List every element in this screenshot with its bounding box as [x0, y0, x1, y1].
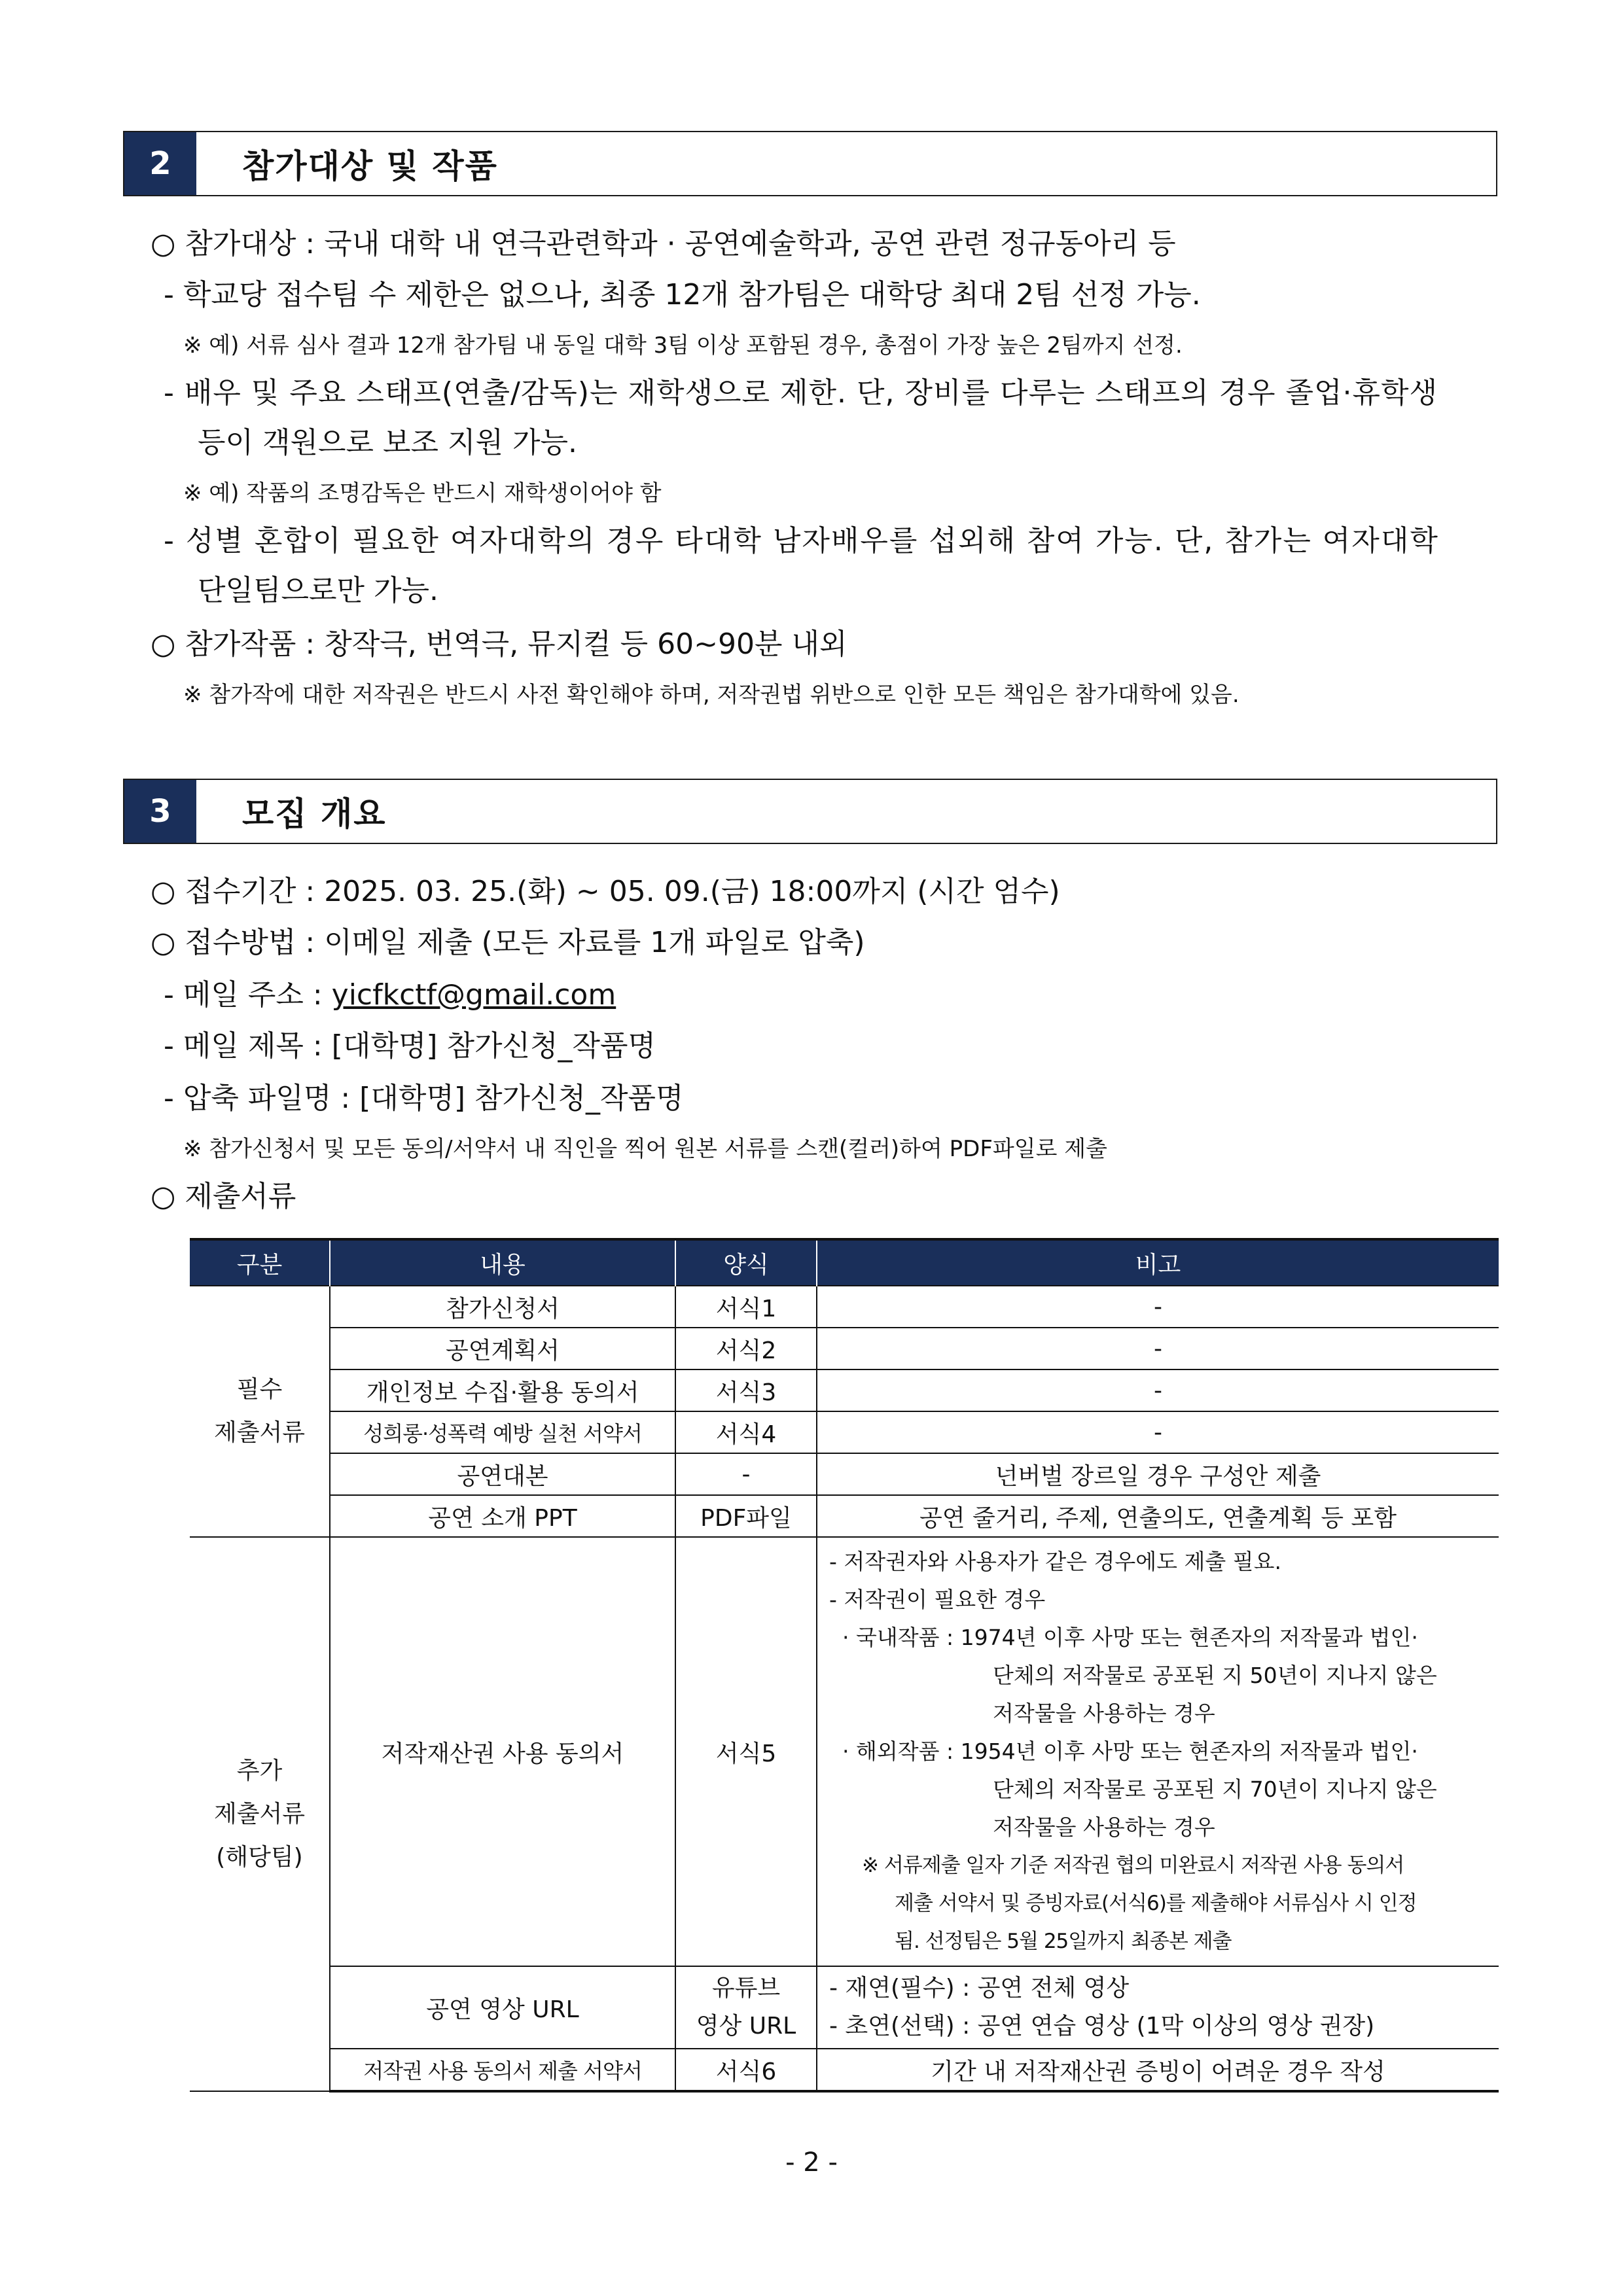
row-form: PDF파일: [675, 1495, 817, 1537]
section-2-number: 2: [124, 132, 196, 195]
row-remark: -: [817, 1328, 1499, 1369]
docs-label: ○ 제출서류: [151, 1180, 296, 1213]
remark-line: ※ 서류제출 일자 기준 저작권 협의 미완료시 저작권 사용 동의서: [862, 1854, 1404, 1877]
period: ○ 접수기간 : 2025. 03. 25.(화) ~ 05. 09.(금) 18:00까지 (시간 엄수): [151, 875, 1060, 908]
remark-line: 저작물을 사용하는 경우: [993, 1701, 1215, 1726]
row-remark: 공연 줄거리, 주제, 연출의도, 연출계획 등 포함: [817, 1495, 1499, 1537]
remark-line: · 해외작품 : 1954년 이후 사망 또는 현존자의 저작물과 법인·: [842, 1739, 1418, 1764]
row-form: -: [675, 1453, 817, 1495]
target-dash-3-b: 단일팀으로만 가능.: [198, 574, 439, 607]
remark-line: - 저작권이 필요한 경우: [829, 1587, 1046, 1612]
table-row: [190, 1411, 1499, 1453]
table-row: [190, 1286, 1499, 1328]
header-form: 양식: [675, 1239, 817, 1286]
row-remark: 기간 내 저작재산권 증빙이 어려운 경우 작성: [817, 2049, 1499, 2091]
page-number: - 2 -: [785, 2147, 838, 2178]
target-note-2: ※ 예) 작품의 조명감독은 반드시 재학생이어야 함: [183, 480, 662, 506]
row-form: 서식3: [675, 1369, 817, 1411]
target-dash-3-a: - 성별 혼합이 필요한 여자대학의 경우 타대학 남자배우를 섭외해 참여 가능. 단, 참가는 여자대학: [164, 524, 1439, 557]
table-row: [190, 2049, 1499, 2091]
works-label: ○ 참가작품 : 창작극, 번역극, 뮤지컬 등 60~90분 내외: [151, 627, 847, 661]
header-category: 구분: [190, 1239, 330, 1286]
section-3-title: 모집 개요: [242, 795, 387, 833]
row-content: 공연 영상 URL: [330, 1966, 675, 2049]
remark-line: 됨. 선정팀은 5월 25일까지 최종본 제출: [895, 1930, 1232, 1953]
remark-line: 저작물을 사용하는 경우: [993, 1814, 1215, 1840]
remark-line: - 초연(선택) : 공연 연습 영상 (1막 이상의 영상 권장): [829, 2013, 1375, 2040]
row-form: 서식5: [675, 1537, 817, 1966]
section-2-header: [123, 131, 1497, 196]
row-form: 서식6: [675, 2049, 817, 2091]
remark-line: - 재연(필수) : 공연 전체 영상: [829, 1975, 1130, 2002]
row-content: 저작재산권 사용 동의서: [330, 1537, 675, 1966]
row-form: [675, 1966, 817, 2049]
remark-line: - 저작권자와 사용자가 같은 경우에도 제출 필요.: [829, 1549, 1282, 1574]
remark-line: 단체의 저작물로 공포된 지 50년이 지나지 않은: [993, 1663, 1437, 1688]
target-dash-2-a: - 배우 및 주요 스태프(연출/감독)는 재학생으로 제한. 단, 장비를 다루는 스태프의 경우 졸업·휴학생: [164, 376, 1438, 410]
section-3-header: [123, 779, 1497, 844]
copyright-remarks: [817, 1537, 1499, 1966]
video-remarks: [817, 1966, 1499, 2049]
table-row: [190, 1537, 1499, 1966]
row-content: 참가신청서: [330, 1286, 675, 1328]
row-form: 서식4: [675, 1411, 817, 1453]
row-remark: -: [817, 1369, 1499, 1411]
row-content: 개인정보 수집·활용 동의서: [330, 1369, 675, 1411]
row-content: 공연계획서: [330, 1328, 675, 1369]
works-note: ※ 참가작에 대한 저작권은 반드시 사전 확인해야 하며, 저작권법 위반으로 인한 모든 책임은 참가대학에 있음.: [183, 682, 1240, 708]
table-row: [190, 1453, 1499, 1495]
row-remark: -: [817, 1411, 1499, 1453]
mail-address-line: [164, 971, 616, 1013]
scan-note: ※ 참가신청서 및 모든 동의/서약서 내 직인을 찍어 원본 서류를 스캔(컬러)하여 PDF파일로 제출: [183, 1136, 1107, 1162]
mail-subject: - 메일 제목 : [대학명] 참가신청_작품명: [164, 1029, 656, 1063]
remark-line: · 국내작품 : 1974년 이후 사망 또는 현존자의 저작물과 법인·: [842, 1625, 1418, 1650]
row-form: 서식2: [675, 1328, 817, 1369]
table-row: [190, 1495, 1499, 1537]
target-note-1: ※ 예) 서류 심사 결과 12개 참가팀 내 동일 대학 3팀 이상 포함된 경우, 총점이 가장 높은 2팀까지 선정.: [183, 332, 1183, 359]
submission-docs-table: [190, 1238, 1499, 2093]
extra-group-cell: 추가 제출서류 (해당팀): [190, 1537, 330, 2091]
method: ○ 접수방법 : 이메일 제출 (모든 자료를 1개 파일로 압축): [151, 926, 865, 959]
row-content: 저작권 사용 동의서 제출 서약서: [330, 2049, 675, 2091]
target-label: ○ 참가대상 : 국내 대학 내 연극관련학과 · 공연예술학과, 공연 관련 정규동아리 등: [151, 227, 1176, 260]
form-line: 영상 URL: [696, 2013, 796, 2040]
mail-address-link[interactable]: yicfkctf@gmail.com: [331, 978, 616, 1012]
row-form: 서식1: [675, 1286, 817, 1328]
zip-name: - 압축 파일명 : [대학명] 참가신청_작품명: [164, 1082, 684, 1115]
row-remark: -: [817, 1286, 1499, 1328]
table-row: [190, 1328, 1499, 1369]
target-dash-2-b: 등이 객원으로 보조 지원 가능.: [198, 426, 577, 459]
remark-line: 제출 서약서 및 증빙자료(서식6)를 제출해야 서류심사 시 인정: [895, 1892, 1417, 1915]
row-content: 공연대본: [330, 1453, 675, 1495]
table-row: [190, 1966, 1499, 2049]
header-content: 내용: [330, 1239, 675, 1286]
section-3-number: 3: [124, 780, 196, 843]
row-content: 성희롱·성폭력 예방 실천 서약서: [330, 1411, 675, 1453]
row-content: 공연 소개 PPT: [330, 1495, 675, 1537]
remark-line: 단체의 저작물로 공포된 지 70년이 지나지 않은: [993, 1776, 1437, 1802]
mail-address-label: - 메일 주소 :: [164, 978, 332, 1012]
target-dash-1: - 학교당 접수팀 수 제한은 없으나, 최종 12개 참가팀은 대학당 최대 2팀 선정 가능.: [164, 278, 1201, 311]
required-group-cell: 필수 제출서류: [190, 1286, 330, 1537]
form-line: 유튜브: [711, 1975, 781, 2002]
row-remark: 넌버벌 장르일 경우 구성안 제출: [817, 1453, 1499, 1495]
table-header-row: [190, 1239, 1499, 1286]
header-remarks: 비고: [817, 1239, 1499, 1286]
section-2-title: 참가대상 및 작품: [242, 147, 498, 185]
table-row: [190, 1369, 1499, 1411]
